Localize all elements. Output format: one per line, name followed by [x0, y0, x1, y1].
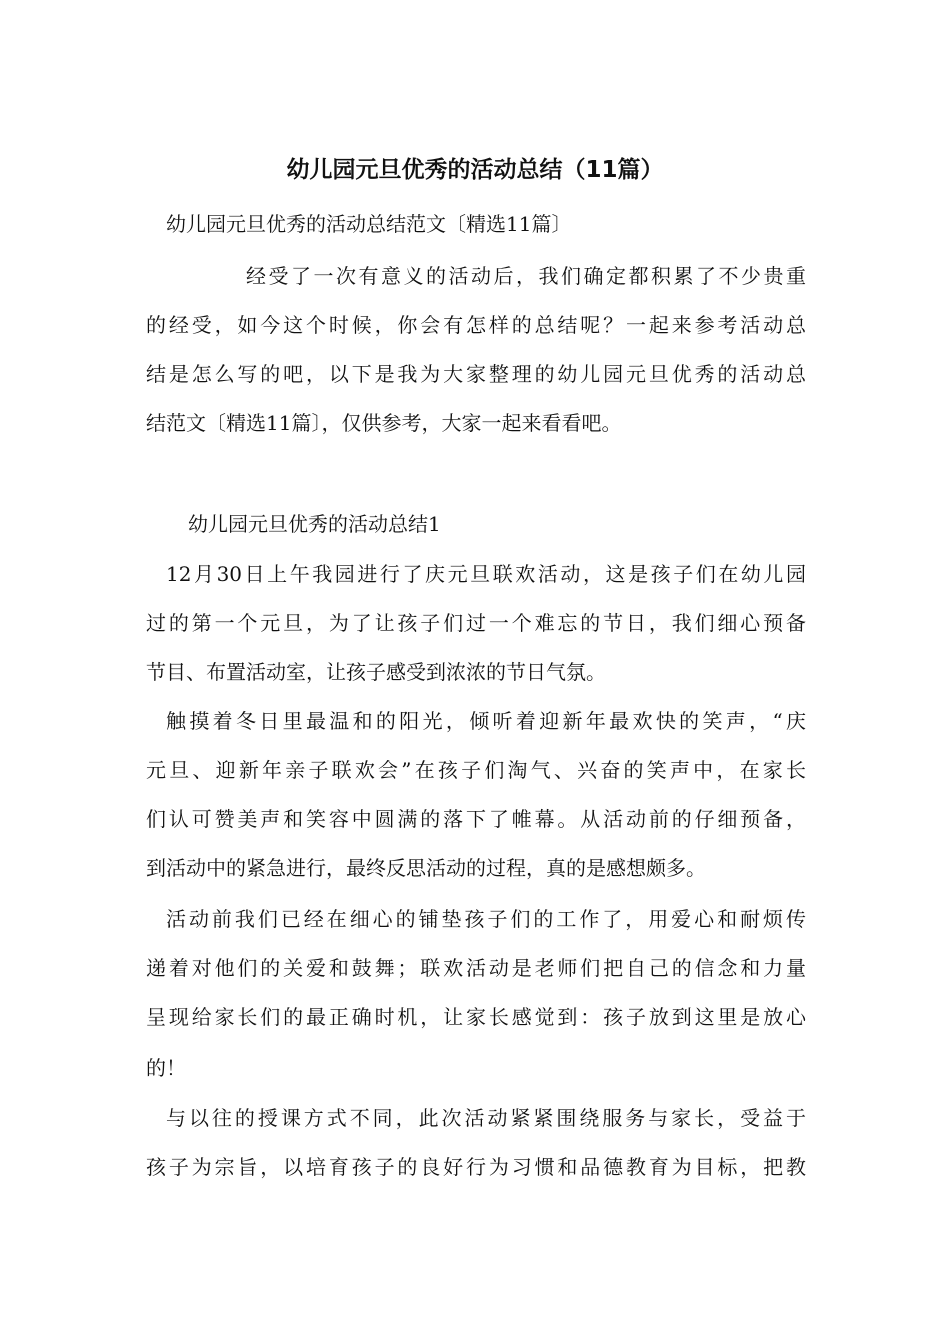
section-heading: 幼儿园元旦优秀的活动总结1 — [188, 512, 441, 536]
paragraph-line: 元旦、迎新年亲子联欢会”在孩子们淘气、兴奋的笑声中，在家长 — [146, 758, 806, 782]
paragraph-line: 到活动中的紧急进行，最终反思活动的过程，真的是感想颇多。 — [146, 856, 706, 880]
intro-line: 经受了一次有意义的活动后，我们确定都积累了不少贵重 — [246, 264, 806, 288]
paragraph-line: 的！ — [146, 1056, 186, 1080]
paragraph-line: 递着对他们的关爱和鼓舞；联欢活动是老师们把自己的信念和力量 — [146, 956, 806, 980]
paragraph-line: 触摸着冬日里最温和的阳光，倾听着迎新年最欢快的笑声，“庆 — [166, 709, 806, 733]
paragraph-line: 呈现给家长们的最正确时机，让家长感觉到：孩子放到这里是放心 — [146, 1005, 806, 1029]
document-subtitle: 幼儿园元旦优秀的活动总结范文〔精选11篇〕 — [166, 212, 572, 236]
paragraph-line: 12月30日上午我园进行了庆元旦联欢活动，这是孩子们在幼儿园 — [166, 562, 806, 586]
document-title: 幼儿园元旦优秀的活动总结（11篇） — [286, 157, 664, 183]
intro-line: 的经受，如今这个时候，你会有怎样的总结呢？一起来参考活动总 — [146, 313, 806, 337]
paragraph-line: 过的第一个元旦，为了让孩子们过一个难忘的节日，我们细心预备 — [146, 611, 806, 635]
paragraph-line: 孩子为宗旨，以培育孩子的良好行为习惯和品德教育为目标，把教 — [146, 1155, 806, 1179]
paragraph-line: 节目、布置活动室，让孩子感受到浓浓的节日气氛。 — [146, 660, 606, 684]
paragraph-line: 们认可赞美声和笑容中圆满的落下了帷幕。从活动前的仔细预备， — [146, 807, 806, 831]
intro-line: 结范文〔精选11篇〕，仅供参考，大家一起来看看吧。 — [146, 411, 622, 435]
paragraph-line: 与以往的授课方式不同，此次活动紧紧围绕服务与家长，受益于 — [166, 1106, 806, 1130]
paragraph-line: 活动前我们已经在细心的铺垫孩子们的工作了，用爱心和耐烦传 — [166, 907, 806, 931]
intro-line: 结是怎么写的吧，以下是我为大家整理的幼儿园元旦优秀的活动总 — [146, 362, 806, 386]
